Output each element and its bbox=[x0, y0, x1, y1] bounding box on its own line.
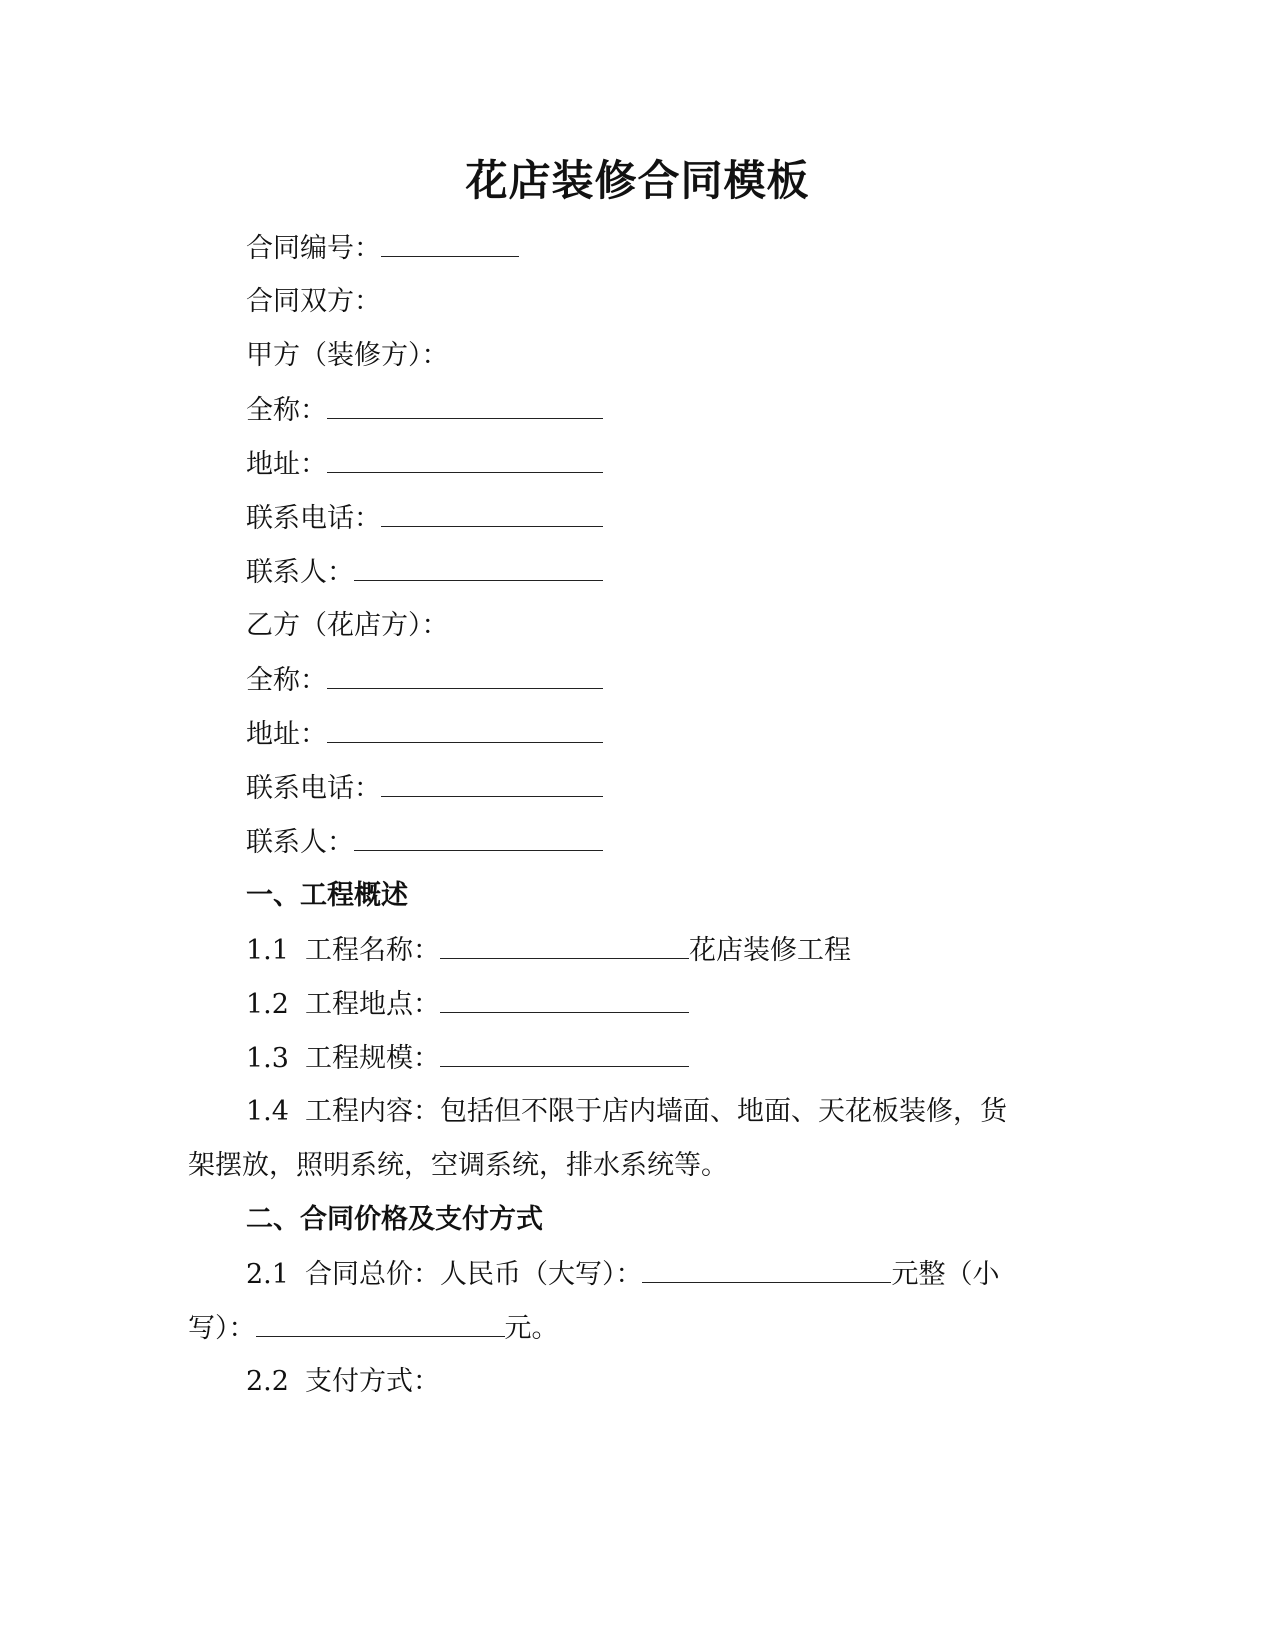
project-location-line bbox=[246, 984, 689, 1025]
party-a-contact-line bbox=[246, 552, 603, 593]
contract-price-line bbox=[246, 1254, 999, 1295]
party-a-phone-label: 联系电话： bbox=[246, 503, 381, 534]
party-b-contact-label: 联系人： bbox=[246, 827, 354, 858]
item-number: 1.1 bbox=[246, 935, 289, 966]
contract-price-label: 合同总价： bbox=[304, 1259, 440, 1290]
project-scale-line bbox=[246, 1038, 689, 1079]
party-b-contact-line bbox=[246, 822, 603, 863]
party-b-address-line bbox=[246, 714, 603, 755]
section2-heading: 二、合同价格及支付方式 bbox=[246, 1204, 543, 1235]
project-content-continued: 架摆放，照明系统，空调系统，排水系统等。 bbox=[188, 1150, 728, 1181]
parties-label: 合同双方： bbox=[246, 286, 381, 317]
item-number: 2.1 bbox=[246, 1259, 289, 1290]
party-b-contact-blank[interactable] bbox=[354, 822, 603, 851]
party-a-phone-blank[interactable] bbox=[381, 498, 603, 527]
contract-number-label: 合同编号： bbox=[246, 233, 381, 264]
project-location-blank[interactable] bbox=[440, 984, 689, 1013]
party-b-phone-blank[interactable] bbox=[381, 768, 603, 797]
party-b-address-label: 地址： bbox=[246, 719, 327, 750]
project-content-label: 工程内容： bbox=[304, 1096, 440, 1127]
project-name-line bbox=[246, 930, 851, 971]
item-number: 1.2 bbox=[246, 989, 289, 1020]
project-location-label: 工程地点： bbox=[304, 989, 440, 1020]
project-scale-label: 工程规模： bbox=[304, 1043, 440, 1074]
page-title: 花店装修合同模板 bbox=[465, 156, 810, 205]
price-uppercase-blank[interactable] bbox=[642, 1254, 891, 1283]
party-a-address-label: 地址： bbox=[246, 449, 327, 480]
party-a-contact-blank[interactable] bbox=[354, 552, 603, 581]
price-lowercase-suffix: 元。 bbox=[504, 1313, 559, 1344]
price-uppercase-label: 人民币（大写）： bbox=[439, 1259, 643, 1290]
price-lowercase-label: 写）： bbox=[188, 1313, 256, 1344]
party-a-heading: 甲方（装修方）： bbox=[246, 340, 449, 371]
section1-heading: 一、工程概述 bbox=[246, 880, 408, 911]
party-a-address-line bbox=[246, 444, 603, 485]
party-b-heading: 乙方（花店方）： bbox=[246, 610, 449, 641]
project-name-label: 工程名称： bbox=[304, 935, 440, 966]
project-scale-blank[interactable] bbox=[440, 1038, 689, 1067]
price-lowercase-blank[interactable] bbox=[256, 1308, 505, 1337]
item-number: 1.4 bbox=[246, 1096, 289, 1127]
item-number: 2.2 bbox=[246, 1366, 289, 1397]
party-a-phone-line bbox=[246, 498, 603, 539]
project-name-blank[interactable] bbox=[440, 930, 689, 959]
project-content-text: 包括但不限于店内墙面、地面、天花板装修，货 bbox=[439, 1096, 1007, 1127]
contract-number-line bbox=[246, 228, 519, 269]
party-b-name-line bbox=[246, 660, 603, 701]
contract-number-blank[interactable] bbox=[381, 228, 519, 257]
party-b-address-blank[interactable] bbox=[327, 714, 603, 743]
party-b-phone-label: 联系电话： bbox=[246, 773, 381, 804]
party-a-contact-label: 联系人： bbox=[246, 557, 354, 588]
project-content-line bbox=[246, 1092, 1007, 1132]
party-b-name-label: 全称： bbox=[246, 665, 327, 696]
item-number: 1.3 bbox=[246, 1043, 289, 1074]
party-a-name-blank[interactable] bbox=[327, 390, 603, 419]
payment-method-line bbox=[246, 1362, 440, 1402]
price-uppercase-suffix: 元整（小 bbox=[891, 1259, 1000, 1290]
project-name-suffix: 花店装修工程 bbox=[688, 935, 851, 966]
party-b-phone-line bbox=[246, 768, 603, 809]
payment-method-label: 支付方式： bbox=[304, 1366, 440, 1397]
party-b-name-blank[interactable] bbox=[327, 660, 603, 689]
party-a-name-label: 全称： bbox=[246, 395, 327, 426]
party-a-address-blank[interactable] bbox=[327, 444, 603, 473]
contract-price-continued bbox=[188, 1308, 559, 1349]
party-a-name-line bbox=[246, 390, 603, 431]
